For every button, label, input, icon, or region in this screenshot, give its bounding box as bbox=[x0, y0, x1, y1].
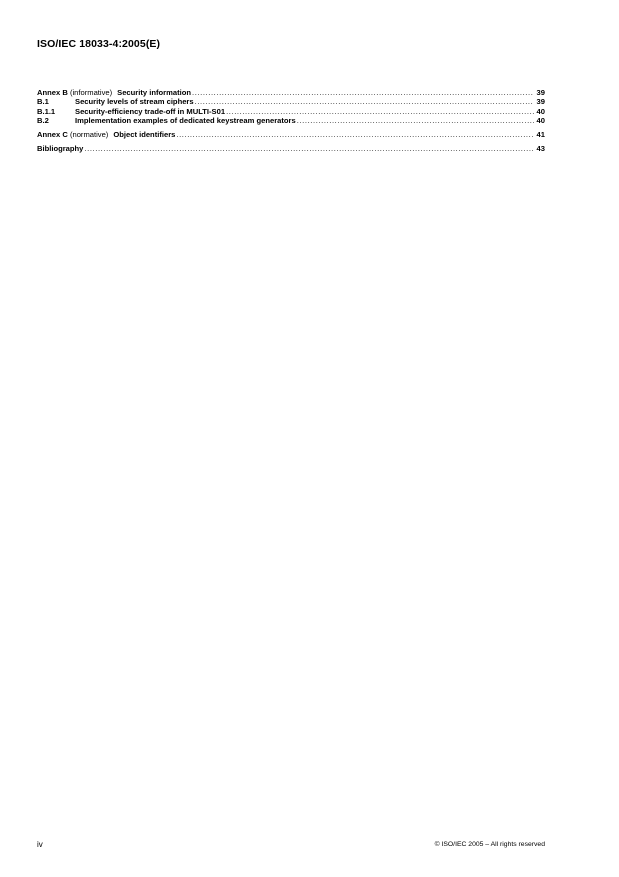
toc-entry-title: Implementation examples of dedicated keystream generators bbox=[75, 115, 296, 125]
toc-entry-title: Security-efficiency trade-off in MULTI-S01 bbox=[75, 106, 226, 116]
toc-entry-title: Security information bbox=[117, 88, 191, 97]
annex-type: (normative) bbox=[69, 130, 109, 140]
section-number: B.2 bbox=[37, 115, 49, 125]
toc-entry-bibliography[interactable] bbox=[37, 144, 545, 153]
table-of-contents bbox=[37, 88, 545, 154]
toc-entry-b2[interactable] bbox=[37, 116, 545, 125]
annex-label: Annex C bbox=[37, 130, 68, 140]
dot-leader bbox=[297, 116, 534, 125]
dot-leader bbox=[192, 88, 534, 97]
document-header: ISO/IEC 18033-4:2005(E) bbox=[37, 38, 161, 50]
toc-entry-title: Security levels of stream ciphers bbox=[75, 97, 194, 107]
annex-prefix bbox=[37, 88, 112, 97]
toc-page-number: 43 bbox=[536, 144, 545, 154]
dot-leader bbox=[84, 144, 534, 153]
annex-prefix bbox=[37, 130, 108, 139]
toc-entry-b1-1[interactable] bbox=[37, 107, 545, 116]
section-number: B.1.1 bbox=[37, 106, 56, 116]
toc-entry-b1[interactable] bbox=[37, 97, 545, 106]
toc-page-number: 40 bbox=[536, 106, 545, 116]
toc-page-number: 41 bbox=[536, 130, 545, 140]
dot-leader bbox=[195, 97, 534, 106]
toc-page-number: 39 bbox=[536, 97, 545, 107]
annex-type: (informative) bbox=[69, 88, 113, 97]
toc-page-number: 39 bbox=[536, 88, 545, 97]
footer-copyright: © ISO/IEC 2005 – All rights reserved bbox=[434, 841, 545, 848]
toc-page-number: 40 bbox=[536, 115, 545, 125]
section-number: B.1 bbox=[37, 97, 49, 107]
toc-entry-annex-c[interactable] bbox=[37, 130, 545, 139]
toc-entry-annex-b[interactable] bbox=[37, 88, 545, 97]
toc-entry-title: Object identifiers bbox=[113, 130, 176, 140]
dot-leader bbox=[226, 107, 534, 116]
footer-page-number: iv bbox=[37, 840, 43, 849]
dot-leader bbox=[176, 130, 534, 139]
annex-label: Annex B bbox=[37, 88, 68, 97]
toc-entry-title: Bibliography bbox=[37, 144, 84, 154]
